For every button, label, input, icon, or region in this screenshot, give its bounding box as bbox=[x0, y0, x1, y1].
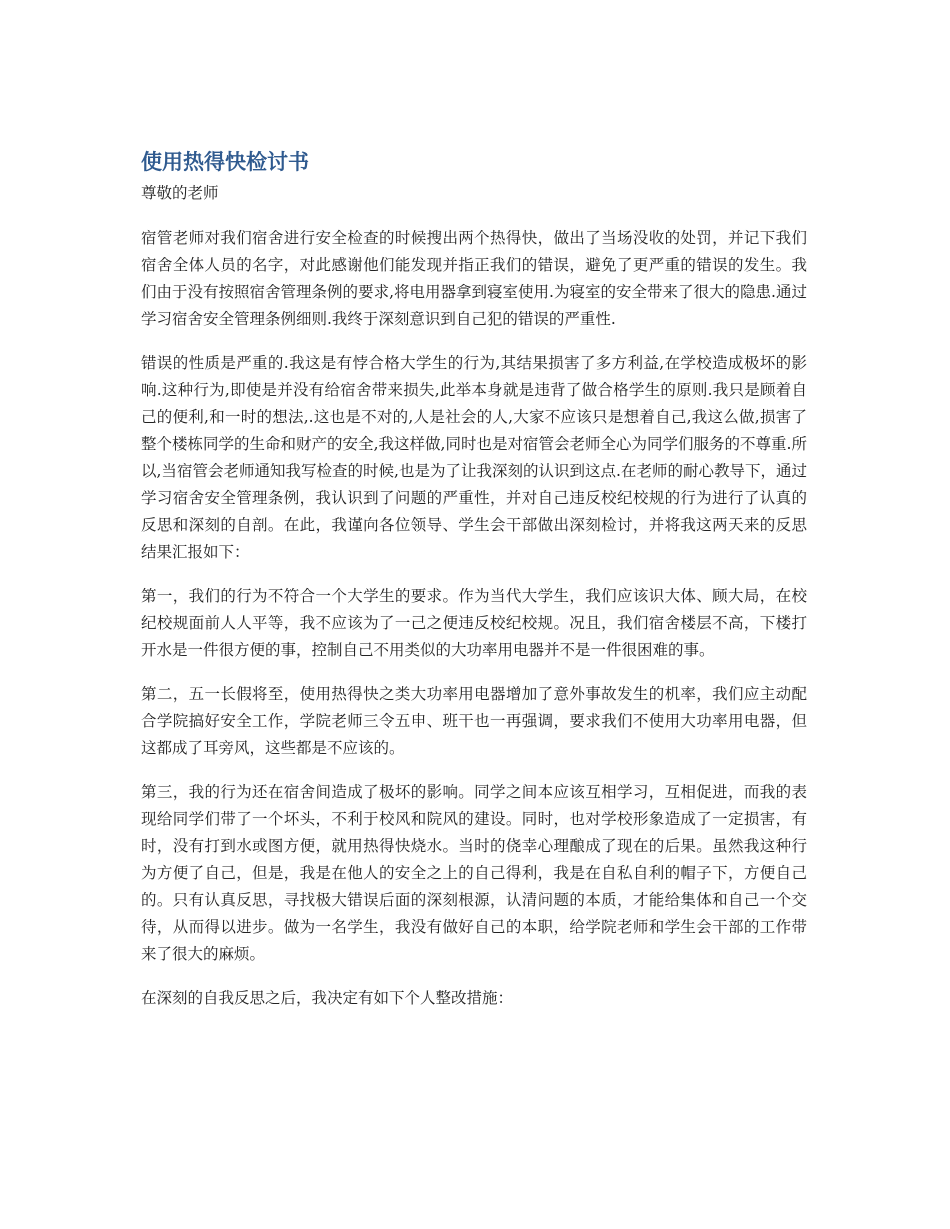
document-body bbox=[141, 146, 807, 1029]
paragraph-measures-intro: 在深刻的自我反思之后，我决定有如下个人整改措施： bbox=[141, 989, 514, 1007]
paragraph-point-three: 第三，我的行为还在宿舍间造成了极坏的影响。同学之间本应该互相学习，互相促进，而我的表现给同学们带了一个坏头，不利于校风和院风的建设。同时，也对学校形象造成了一定损害，有时，没有打到水或图方便，就用热得快烧水。当时的侥幸心理酿成了现在的后果。虽然我这种行为方便了自己，但是，我是在他人的安全之上的自己得利，我是在自私自利的帽子下，方便自己的。只有认真反思，寻找极大错误后面的深刻根源，认清问题的本质，才能给集体和自己一个交待，从而得以进步。做为一名学生，我没有做好自己的本职，给学院老师和学生会干部的工作带来了很大的麻烦。 bbox=[141, 783, 807, 963]
paragraph-nature-of-error: 错误的性质是严重的.我这是有悖合格大学生的行为,其结果损害了多方利益,在学校造成极坏的影响.这种行为,即使是并没有给宿舍带来损失,此举本身就是违背了做合格学生的原则.我只是顾着自己的便利,和一时的想法,.这也是不对的,人是社会的人,大家不应该只是想着自己,我这么做,损害了整个楼栋同学的生命和财产的安全,我这样做,同时也是对宿管会老师全心为同学们服务的不尊重.所以,当宿管会老师通知我写检查的时候,也是为了让我深刻的认识到这点.在老师的耐心教导下，通过学习宿舍安全管理条例，我认识到了问题的严重性，并对自己违反校纪校规的行为进行了认真的反思和深刻的自剖。在此，我谨向各位领导、学生会干部做出深刻检讨，并将我这两天来的反思结果汇报如下： bbox=[141, 354, 807, 561]
document-title: 使用热得快检讨书 bbox=[141, 150, 309, 174]
paragraph-point-two: 第二，五一长假将至，使用热得快之类大功率用电器增加了意外事故发生的机率，我们应主动配合学院搞好安全工作，学院老师三令五申、班干也一再强调，要求我们不使用大功率用电器，但这都成了耳旁风，这些都是不应该的。 bbox=[141, 685, 807, 757]
paragraph-intro: 宿管老师对我们宿舍进行安全检查的时候搜出两个热得快，做出了当场没收的处罚，并记下我们宿舍全体人员的名字，对此感谢他们能发现并指正我们的错误，避免了更严重的错误的发生。我们由于没有按照宿舍管理条例的要求,将电用器拿到寝室使用.为寝室的安全带来了很大的隐患.通过学习宿舍安全管理条例细则.我终于深刻意识到自己犯的错误的严重性. bbox=[141, 229, 807, 328]
salutation: 尊敬的老师 bbox=[141, 184, 219, 202]
paragraph-point-one: 第一，我们的行为不符合一个大学生的要求。作为当代大学生，我们应该识大体、顾大局，在校纪校规面前人人平等，我不应该为了一己之便违反校纪校规。况且，我们宿舍楼层不高，下楼打开水是一件很方便的事，控制自己不用类似的大功率用电器并不是一件很困难的事。 bbox=[141, 587, 807, 659]
